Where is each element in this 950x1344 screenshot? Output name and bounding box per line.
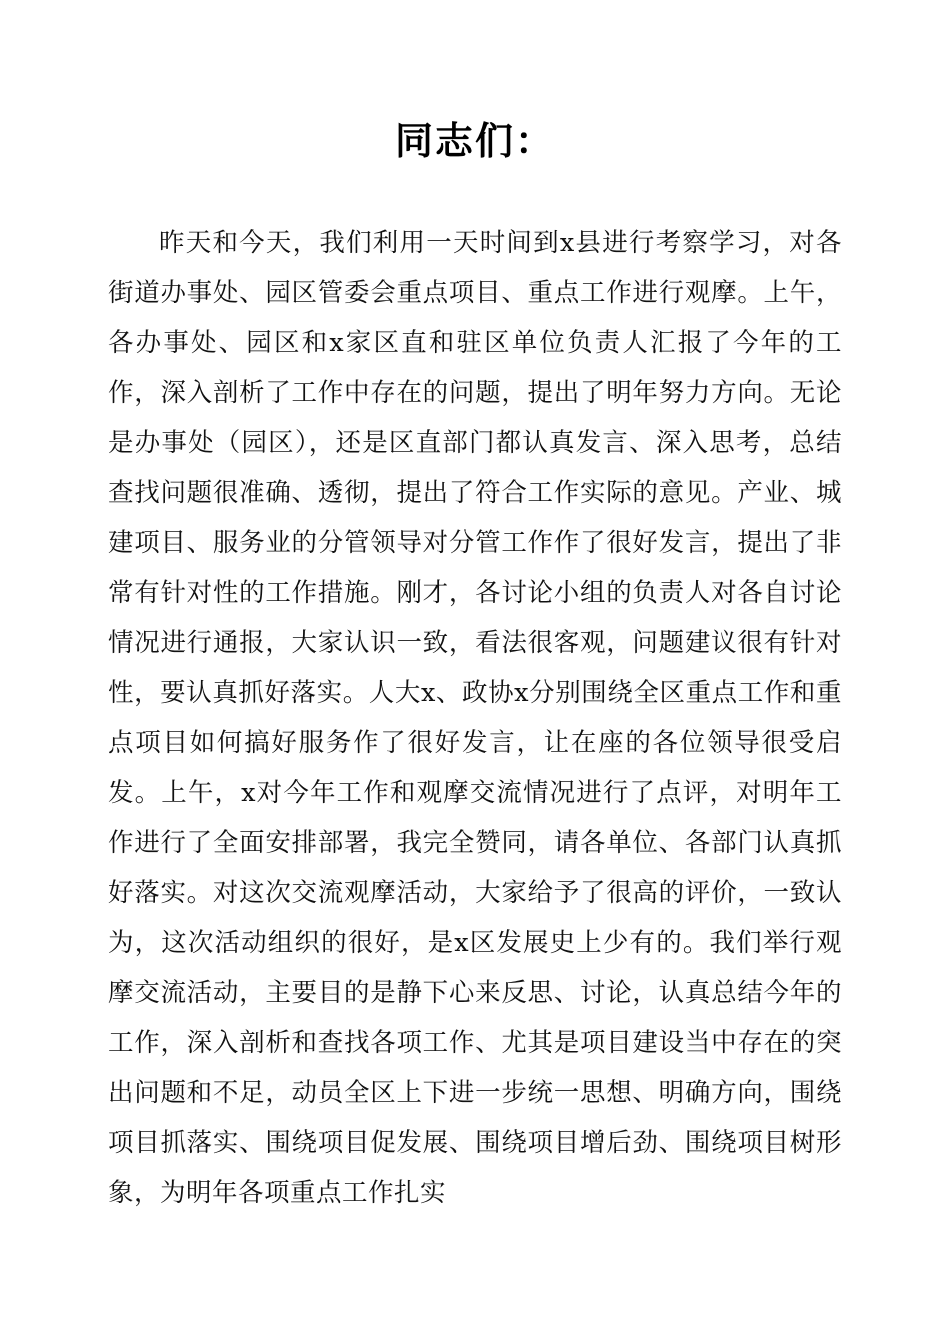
body-paragraph: 昨天和今天，我们利用一天时间到x县进行考察学习，对各街道办事处、园区管委会重点项目、重点工作进行观摩。上午，各办事处、园区和x家区直和驻区单位负责人汇报了今年的工作，深入剖析了工作中存在的问题，提出了明年努力方向。无论是办事处（园区），还是区直部门都认真发言、深入思考，总结查找问题很准确、透彻，提出了符合工作实际的意见。产业、城建项目、服务业的分管领导对分管工作作了很好发言，提出了非常有针对性的工作措施。刚才，各讨论小组的负责人对各自讨论情况进行通报，大家认识一致，看法很客观，问题建议很有针对性，要认真抓好落实。人大x、政协x分别围绕全区重点工作和重点项目如何搞好服务作了很好发言，让在座的各位领导很受启发。上午，x对今年工作和观摩交流情况进行了点评，对明年工作进行了全面安排部署，我完全赞同，请各单位、各部门认真抓好落实。对这次交流观摩活动，大家给予了很高的评价，一致认为，这次活动组织的很好，是x区发展史上少有的。我们举行观摩交流活动，主要目的是静下心来反思、讨论，认真总结今年的工作，深入剖析和查找各项工作、尤其是项目建设当中存在的突出问题和不足，动员全区上下进一步统一思想、明确方向，围绕项目抓落实、围绕项目促发展、围绕项目增后劲、围绕项目树形象，为明年各项重点工作扎实 xyxy=(108,227,842,1208)
page-title: 同志们： xyxy=(394,118,555,163)
document-body xyxy=(108,218,842,1218)
